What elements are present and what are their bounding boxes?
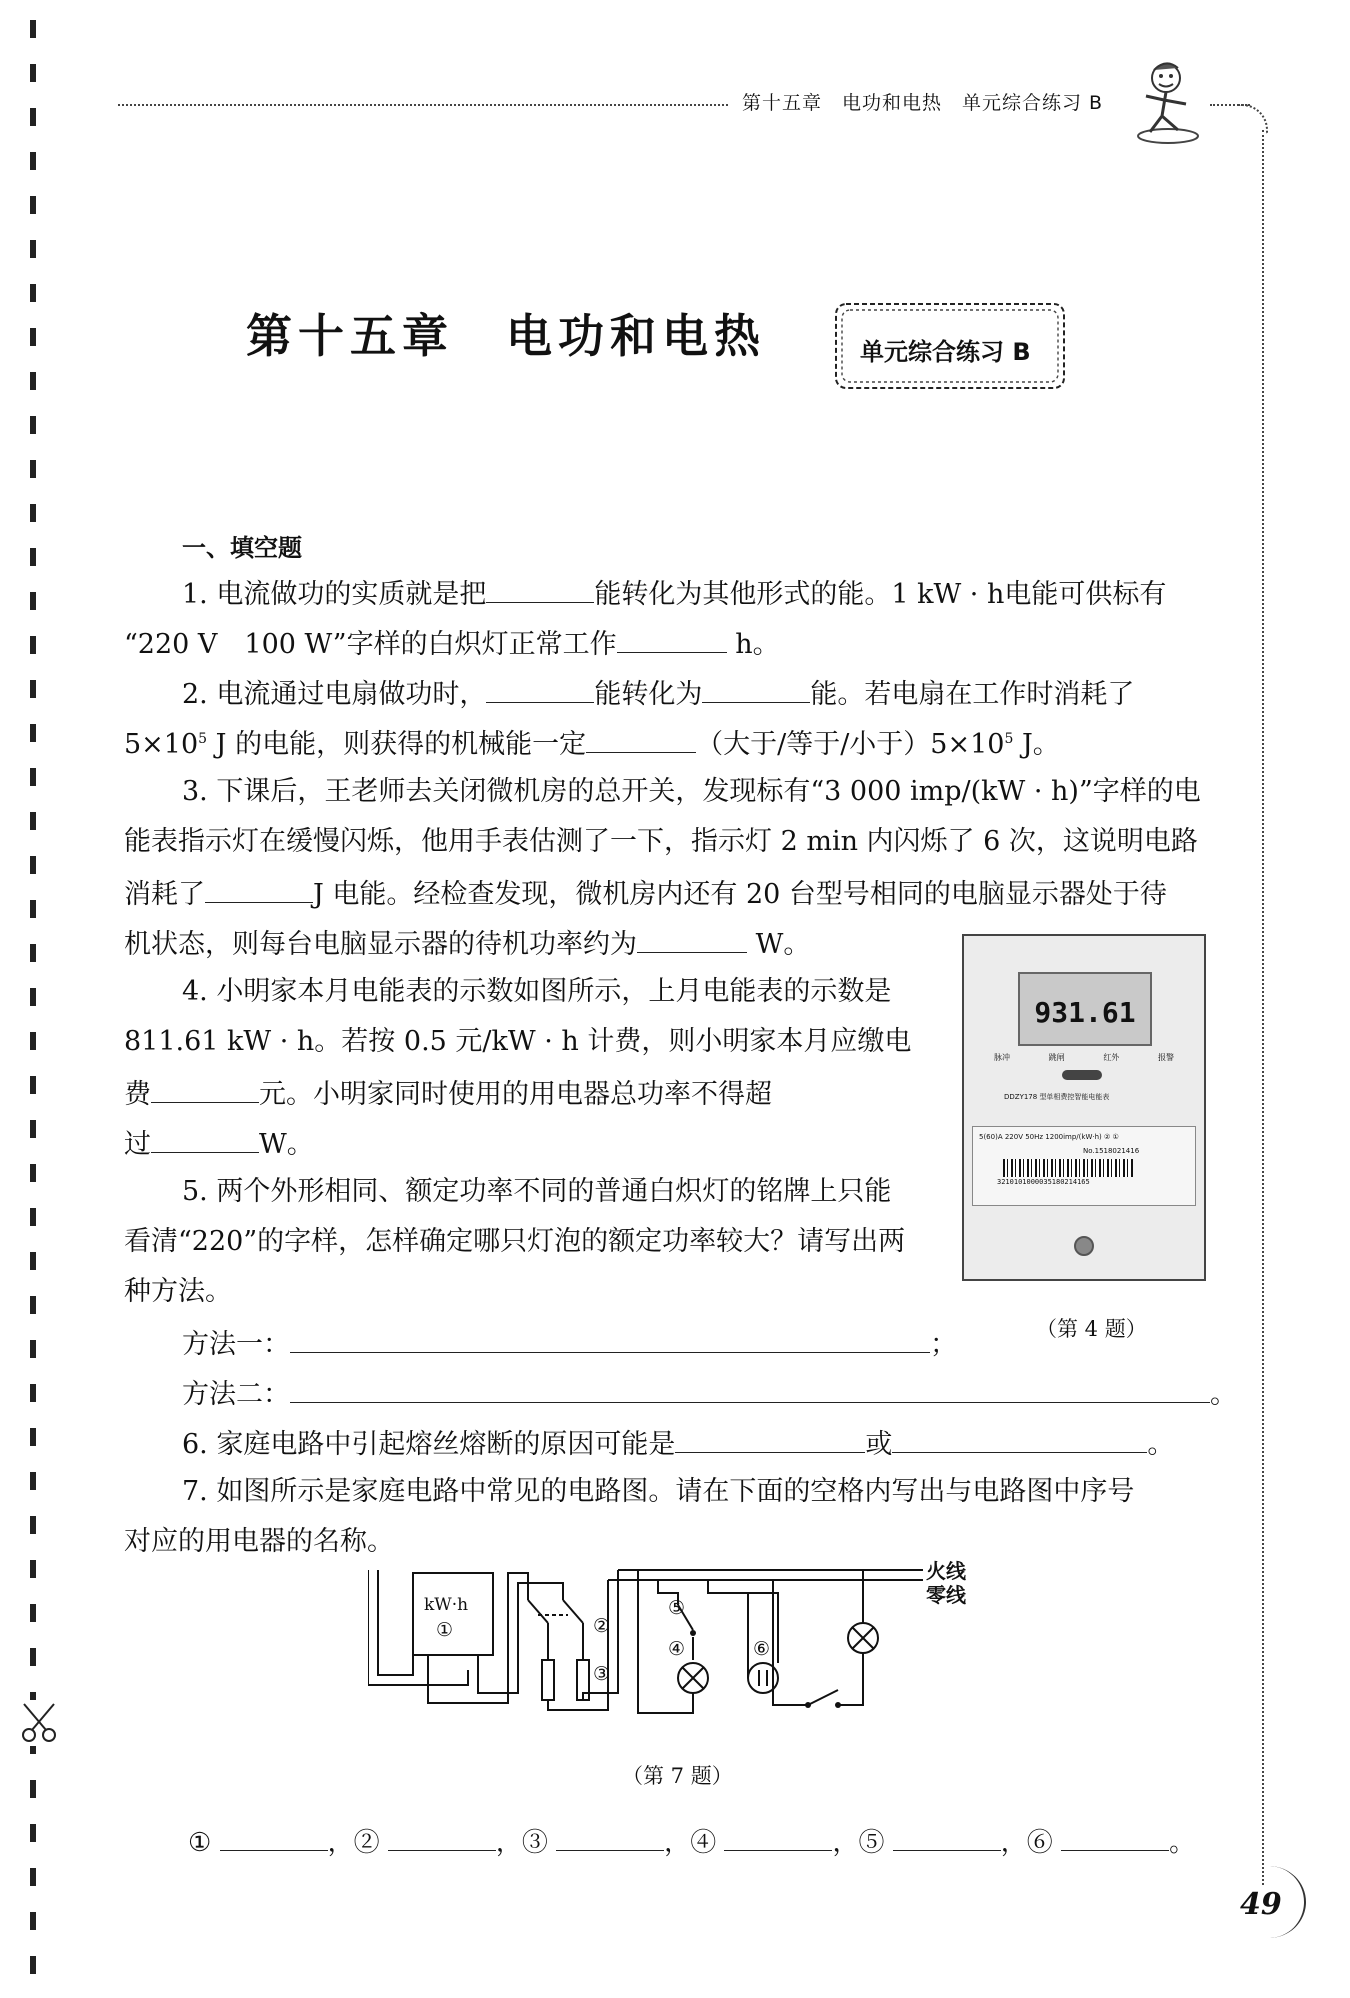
q6-text-c: 。 xyxy=(1147,1429,1175,1460)
running-header: 第十五章 电功和电热 单元综合练习 B xyxy=(742,92,1104,114)
q4-text-c: 费 xyxy=(124,1079,151,1110)
q4-line2 xyxy=(124,1028,911,1055)
indicator-label: 脉冲 xyxy=(994,1053,1010,1062)
answer-blank[interactable] xyxy=(637,928,747,953)
q7-line2 xyxy=(124,1528,394,1555)
answer-label-2: ② xyxy=(353,1828,380,1858)
answer-blank[interactable] xyxy=(290,1328,930,1353)
q1-text-c: “220 V 100 W”字样的白炽灯正常工作 xyxy=(124,629,617,660)
answer-blank[interactable] xyxy=(724,1826,832,1851)
circuit-label-5: ⑤ xyxy=(668,1597,686,1619)
indicator-label: 红外 xyxy=(1103,1053,1120,1062)
q2-text-b: 能转化为 xyxy=(594,679,703,710)
circuit-label-3: ③ xyxy=(593,1663,611,1685)
q3-line1 xyxy=(182,778,1201,805)
q3-line4 xyxy=(124,928,810,958)
separator: ， xyxy=(832,1828,859,1858)
answer-blank[interactable] xyxy=(1061,1826,1169,1851)
answer-blank[interactable] xyxy=(486,678,594,703)
q5-text-b: 看清“220”的字样，怎样确定哪只灯泡的额定功率较大？请写出两 xyxy=(124,1226,906,1257)
chapter-title: 第十五章 电功和电热 xyxy=(246,309,766,363)
separator: ， xyxy=(327,1828,354,1858)
circuit-meter-label: kW·h xyxy=(424,1595,469,1615)
circuit-diagram xyxy=(368,1545,973,1750)
q3-line3 xyxy=(124,878,1167,908)
q3-text-e: 机状态，则每台电脑显示器的待机功率约为 xyxy=(124,929,637,960)
q1-text-a: 1. 电流做功的实质就是把 xyxy=(182,579,487,610)
q3-text-b: 能表指示灯在缓慢闪烁，他用手表估测了一下，指示灯 2 min 内闪烁了 6 次，这说明电路 xyxy=(124,826,1198,857)
barcode-icon xyxy=(1003,1159,1133,1177)
answer-label-3: ③ xyxy=(521,1828,548,1858)
q3-text-c: 消耗了 xyxy=(124,879,205,910)
answer-blank[interactable] xyxy=(702,678,810,703)
q6-text-b: 或 xyxy=(865,1429,893,1460)
separator: ， xyxy=(495,1828,522,1858)
q6-line1 xyxy=(182,1428,1174,1458)
q4-text-b: 811.61 kW · h。若按 0.5 元/kW · h 计费，则小明家本月应缴电 xyxy=(124,1026,912,1057)
barcode-number: 3210101000035180214165 xyxy=(997,1178,1090,1186)
meter-nameplate xyxy=(972,1126,1196,1206)
answer-blank[interactable] xyxy=(617,628,727,653)
answer-blank[interactable] xyxy=(675,1428,865,1453)
meter-model: DDZY178 型单相费控智能电能表 xyxy=(1004,1093,1110,1101)
answer-blank[interactable] xyxy=(486,578,594,603)
meter-lcd xyxy=(1018,972,1152,1046)
q5-line1 xyxy=(182,1178,891,1205)
q1-text-d: h。 xyxy=(735,629,780,660)
q7-line1 xyxy=(182,1478,1134,1505)
answer-blank[interactable] xyxy=(586,728,696,753)
q1-text-b: 能转化为其他形式的能。1 kW · h电能可供标有 xyxy=(594,579,1167,610)
q6-text-a: 6. 家庭电路中引起熔丝熔断的原因可能是 xyxy=(182,1429,676,1460)
answer-label-1: ① xyxy=(188,1828,212,1858)
q4-text-d: 元。小明家同时使用的用电器总功率不得超 xyxy=(259,1079,772,1110)
q7-text-a: 7. 如图所示是家庭电路中常见的电路图。请在下面的空格内写出与电路图中序号 xyxy=(182,1476,1135,1507)
separator: ， xyxy=(1000,1828,1027,1858)
header-rule-left xyxy=(118,104,728,106)
scissors-icon xyxy=(18,1700,64,1746)
figure-caption-q7: （第 7 题） xyxy=(622,1764,733,1788)
q5-text-c: 种方法。 xyxy=(124,1276,232,1307)
neutral-wire-label: 零线 xyxy=(926,1583,966,1607)
q3-text-f: W。 xyxy=(755,929,811,960)
unit-badge: 单元综合练习 B xyxy=(860,338,1031,366)
q4-line4 xyxy=(124,1128,314,1158)
answer-blank[interactable] xyxy=(388,1826,496,1851)
answer-blank[interactable] xyxy=(290,1378,1210,1403)
answer-blank[interactable] xyxy=(556,1826,664,1851)
cut-line xyxy=(30,20,36,1980)
q4-text-f: W。 xyxy=(259,1129,314,1160)
q4-line1 xyxy=(182,978,891,1005)
method2-label: 方法二： xyxy=(182,1379,290,1410)
q5-method1 xyxy=(182,1328,957,1358)
electricity-meter-photo xyxy=(962,934,1206,1281)
q2-text-d: 5×10 xyxy=(124,729,199,760)
mascot-icon xyxy=(1128,56,1208,146)
circuit-label-1: ① xyxy=(436,1619,454,1641)
q3-text-a: 3. 下课后，王老师去关闭微机房的总开关，发现标有“3 000 imp/(kW · h)”字样的电 xyxy=(182,776,1201,807)
right-margin-rule xyxy=(1262,130,1264,1885)
q4-line3 xyxy=(124,1078,772,1108)
q2-text-g: J。 xyxy=(1013,729,1060,760)
answer-blank[interactable] xyxy=(151,1128,259,1153)
answer-blank[interactable] xyxy=(892,1428,1147,1453)
q3-line2 xyxy=(124,828,1198,855)
answer-label-6: ⑥ xyxy=(1026,1828,1053,1858)
q5-method2 xyxy=(182,1378,1237,1408)
q2-line2 xyxy=(124,728,1060,758)
q2-text-e: J 的电能，则获得的机械能一定 xyxy=(207,729,587,760)
q4-text-a: 4. 小明家本月电能表的示数如图所示，上月电能表的示数是 xyxy=(182,976,892,1007)
q2-line1 xyxy=(182,678,1134,708)
q7-answer-row xyxy=(188,1826,1195,1856)
circuit-label-6: ⑥ xyxy=(753,1638,771,1660)
q2-text-a: 2. 电流通过电扇做功时， xyxy=(182,679,487,710)
answer-blank[interactable] xyxy=(205,878,313,903)
exponent: 5 xyxy=(198,731,208,747)
exponent: 5 xyxy=(1004,731,1014,747)
meter-indicators xyxy=(994,1052,1174,1063)
q1-line1 xyxy=(182,578,1166,608)
q4-text-e: 过 xyxy=(124,1129,151,1160)
q5-line3 xyxy=(124,1278,232,1305)
circuit-label-4: ④ xyxy=(668,1638,686,1660)
meter-switch xyxy=(1062,1070,1102,1080)
answer-blank[interactable] xyxy=(151,1078,259,1103)
q7-text-b: 对应的用电器的名称。 xyxy=(124,1526,394,1557)
answer-blank[interactable] xyxy=(220,1826,328,1851)
method1-end: ； xyxy=(930,1329,957,1360)
answer-label-5: ⑤ xyxy=(858,1828,885,1858)
method2-end: 。 xyxy=(1210,1379,1237,1410)
method1-label: 方法一： xyxy=(182,1329,290,1360)
meter-reading: 931.61 xyxy=(1034,996,1136,1029)
q3-text-d: J 电能。经检查发现，微机房内还有 20 台型号相同的电脑显示器处于待 xyxy=(313,879,1167,910)
q2-text-c: 能。若电扇在工作时消耗了 xyxy=(810,679,1135,710)
section-heading: 一、填空题 xyxy=(182,534,302,562)
answer-label-4: ④ xyxy=(690,1828,717,1858)
indicator-label: 报警 xyxy=(1157,1053,1174,1062)
circuit-label-2: ② xyxy=(593,1615,611,1637)
meter-spec: 5(60)A 220V 50Hz 1200imp/(kW·h) ② ① xyxy=(979,1133,1119,1141)
separator: ， xyxy=(664,1828,691,1858)
q5-text-a: 5. 两个外形相同、额定功率不同的普通白炽灯的铭牌上只能 xyxy=(182,1176,892,1207)
q2-text-f: （大于/等于/小于）5×10 xyxy=(696,729,1005,760)
separator: 。 xyxy=(1169,1828,1196,1858)
indicator-label: 跳闸 xyxy=(1048,1053,1065,1062)
q5-line2 xyxy=(124,1228,905,1255)
meter-screw xyxy=(1074,1236,1094,1256)
answer-blank[interactable] xyxy=(893,1826,1001,1851)
q1-line2 xyxy=(124,628,780,658)
live-wire-label: 火线 xyxy=(926,1559,966,1583)
figure-caption-q4: （第 4 题） xyxy=(1036,1317,1147,1341)
page-number: 49 xyxy=(1240,1887,1282,1922)
meter-serial: No.1518021416 xyxy=(1083,1147,1140,1155)
